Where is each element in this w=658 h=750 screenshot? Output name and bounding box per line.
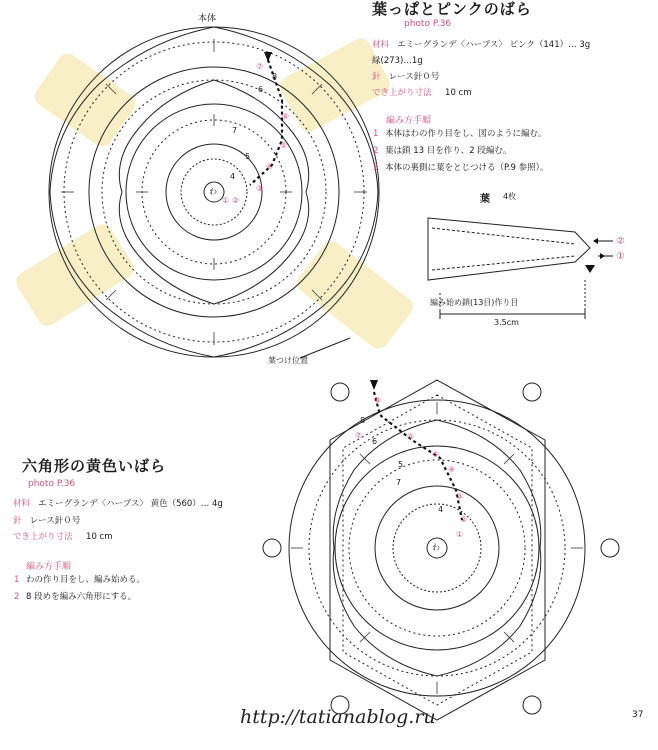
step-text: 8 段めを編み六角形にする。 <box>26 592 137 602</box>
section1-size-label: でき上がり寸法 <box>372 88 432 98</box>
section2-size: 10 cm <box>86 532 113 542</box>
section2-photo-ref: photo P.36 <box>28 479 76 489</box>
diagram1-marker-6: ⑥ <box>282 112 290 121</box>
diagram1-marker-2: ② <box>232 196 240 205</box>
diagram2-round-4: 4 <box>438 505 444 514</box>
section1-step <box>373 144 653 156</box>
section2-title: 六角形の黄色いばら <box>22 457 167 475</box>
step-text: 本体の裏側に葉をとじつける（P.9 参照）。 <box>385 163 549 173</box>
diagram2-round-5: 5 <box>398 460 404 469</box>
leaf-count: 4枚 <box>503 192 517 201</box>
leaf-row-1-marker: ① <box>616 251 625 262</box>
section2-needle-label: 針 <box>13 516 22 526</box>
leaf-chain-label: 編み始め鎖(13目)作り目 <box>430 298 519 307</box>
diagram2-marker-3: ③ <box>456 492 464 501</box>
diagram2-round-8: 8 <box>360 416 366 425</box>
section1-materials: エミーグランデ〈ハーブス〉 ピンク（141）… 3g <box>397 40 591 50</box>
section1-materials-row <box>372 41 590 50</box>
leaf-label: 葉 <box>480 194 490 205</box>
diagram1-label: 本体 <box>198 14 217 24</box>
attach-position-label: 葉つけ位置 <box>268 356 308 365</box>
diagram1-marker-7: ⑦ <box>256 62 264 71</box>
diagram1-marker-4: ④ <box>266 162 274 171</box>
section2-size-row <box>13 533 113 542</box>
diagram2-marker-6: ⑥ <box>407 432 415 441</box>
diagram1-marker-5: ⑤ <box>280 141 288 150</box>
section2-materials-row <box>13 500 223 509</box>
section1-materials2: 緑(273)…1g <box>372 56 423 66</box>
section2-needle: レース針０号 <box>29 516 81 526</box>
diagram1-round-6: 6 <box>258 85 264 94</box>
section1-needle-label: 針 <box>372 72 381 82</box>
section1-size: 10 cm <box>445 88 472 98</box>
section2-needle-row <box>13 517 80 526</box>
diagram2-marker-8: ⑧ <box>374 396 382 405</box>
section2-materials: エミーグランデ〈ハーブス〉 黄色（560）… 4g <box>38 499 223 509</box>
diagram2-marker-1: ① <box>456 530 464 539</box>
section1-step <box>373 127 653 139</box>
page-number: 37 <box>632 710 644 720</box>
step-text: わの作り目をし、編み始める。 <box>26 575 146 585</box>
step-number: 1 <box>373 129 379 139</box>
diagram2-marker-2: ② <box>460 515 468 524</box>
section2-materials-label: 材料 <box>13 499 31 509</box>
diagram1-marker-3: ③ <box>256 184 264 193</box>
diagram1-round-7: 7 <box>232 126 238 135</box>
diagram2-marker-5: ⑤ <box>432 450 440 459</box>
section1-title: 葉っぱとピンクのばら <box>372 0 532 18</box>
section2-size-label: でき上がり寸法 <box>13 532 73 542</box>
step-number: 2 <box>373 146 379 156</box>
leaf-row-2-marker: ② <box>616 236 625 247</box>
diagram1-round-5: 5 <box>245 152 251 161</box>
section1-materials-label: 材料 <box>372 40 390 50</box>
section2-steps-list <box>14 573 244 602</box>
leaf-width: 3.5cm <box>494 318 519 327</box>
diagram2-marker-7: ⑦ <box>355 431 363 440</box>
section1-needle-row <box>372 73 439 82</box>
diagram1-round-8: 8 <box>272 72 278 81</box>
section1-needle: レース針０号 <box>388 72 440 82</box>
section1-size-row <box>372 89 472 98</box>
step-text: 葉は鎖 13 目を作り、2 段編む。 <box>385 146 512 156</box>
section2-step <box>14 590 244 602</box>
diagram2-marker-4: ④ <box>448 465 456 474</box>
step-text: 本体はわの作り目をし、図のように編む。 <box>385 129 547 139</box>
section2-steps-title: 編み方手順 <box>26 562 72 572</box>
diagram1-round-4: 4 <box>230 172 236 181</box>
step-number: 2 <box>14 592 20 602</box>
watermark-url: http://tatianablog.ru <box>240 706 436 728</box>
section1-photo-ref: photo P.36 <box>404 19 452 29</box>
diagram2-center-label: わ <box>432 543 440 552</box>
section1-steps-list <box>373 127 653 173</box>
diagram1-marker-1: ① <box>222 196 230 205</box>
section1-steps-title: 編み方手順 <box>386 116 432 126</box>
diagram1-center-label: わ <box>209 187 217 196</box>
diagram2-round-7: 7 <box>396 478 402 487</box>
section2-step <box>14 573 244 585</box>
step-number: 3 <box>373 163 379 173</box>
diagram2-round-6: 6 <box>372 437 378 446</box>
step-number: 1 <box>14 575 20 585</box>
section1-step <box>373 161 653 173</box>
